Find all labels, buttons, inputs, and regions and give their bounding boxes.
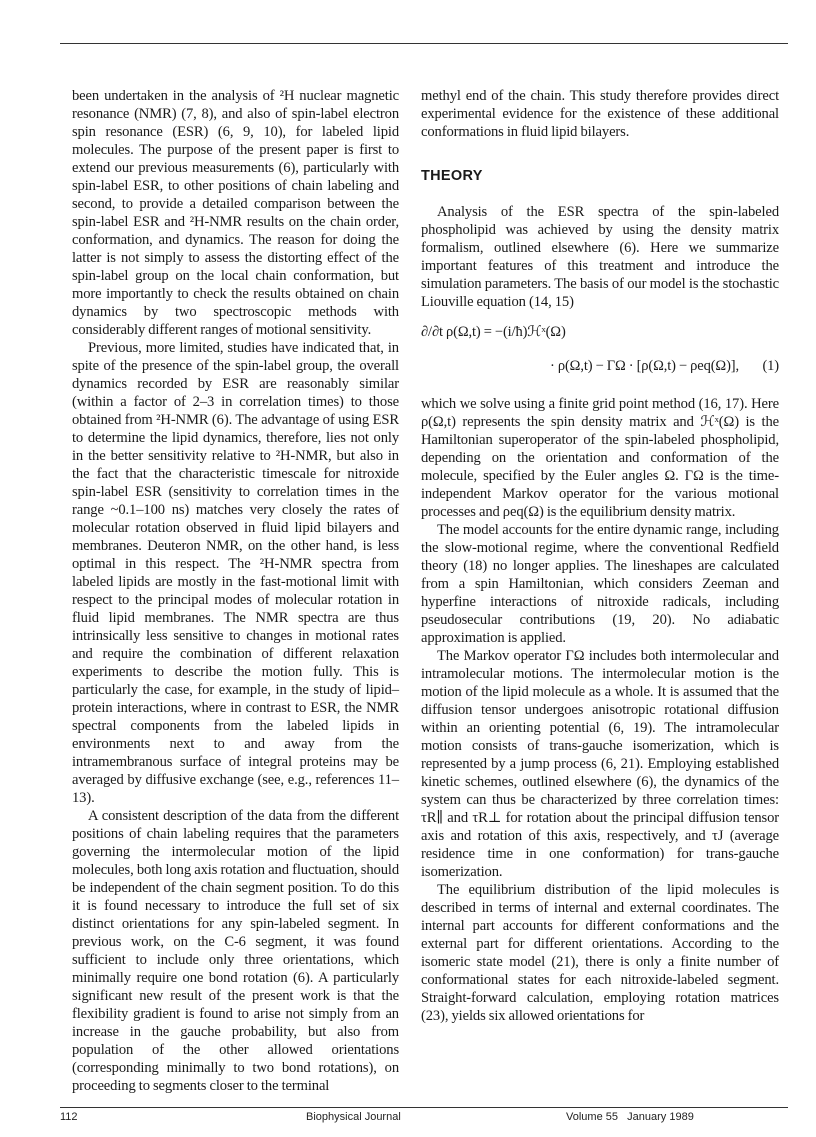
paragraph: Analysis of the ESR spectra of the spin-labeled phospholipid was achieved by using the density matrix formalism, outlined elsewhere (6). Here we summarize important features of this treatment and introduce the simulation parameters. The basis of our model is the stochastic Liouville equation (14, 15) <box>421 204 779 310</box>
paragraph: been undertaken in the analysis of ²H nuclear magnetic resonance (NMR) (7, 8), and also of spin-label electron spin resonance (ESR) (6, 9, 10), for labeled lipid molecules. The purpose of the present paper is first to extend our previous measurements (6), particularly with spin-label ESR, to other positions of chain labeling and second, to provide a detailed comparison between the spin-label ESR and ²H-NMR results on the chain order, conformation, and dynamics. The reason for doing the latter is not simply to assess the distorting effect of the spin-label group on the local chain conformation, but more importantly to check the results obtained on chain dynamics by two spectroscopic methods with considerably different ranges of motional sensitivity. <box>72 88 399 338</box>
equation-1 <box>421 319 779 385</box>
paragraph: Previous, more limited, studies have indicated that, in spite of the presence of the spin-label group, the overall dynamics recorded by ESR are reasonably similar (within a factor of 2–3 in correlation times) to those obtained from ²H-NMR (6). The advantage of using ESR to determine the lipid dynamics, therefore, lies not only in the better sensitivity relative to ²H-NMR, but also in the fact that the characteristic timescale for nitroxide spin-label ESR (sensitivity to correlation times in the range ~0.1–100 ns) matches very closely the rates of molecular rotation observed in fluid lipid bilayers and membranes. Deuteron NMR, on the other hand, is less optimal in this respect. The ²H-NMR spectra from labeled lipids are mostly in the fast-motional limit with respect to the principal modes of molecular rotation in fluid lipid membranes. The NMR spectra are thus intrinsically less sensitive to changes in motional rates and require the combination of different relaxation experiments to describe the motion fully. This is particularly the case, for example, in the study of lipid–protein interactions, where in contrast to ESR, the NMR spectral components from the labeled lipids in environments next to and away from the intramembranous surface of integral proteins may be averaged by diffusive exchange (see, e.g., references 11–13). <box>72 340 399 806</box>
paragraph: The equilibrium distribution of the lipid molecules is described in terms of internal and external coordinates. The internal part accounts for different conformations and the external part for different orientations. According to the isomeric state model (21), there is only a finite number of conformational states for each nitroxide-labeled segment. Straight-forward calculation, employing rotation matrices (23), yields six allowed orientations for <box>421 882 779 1024</box>
left-column <box>72 87 399 1095</box>
header-rule <box>60 43 788 44</box>
paragraph: The model accounts for the entire dynamic range, including the slow-motional regime, where the conventional Redfield theory (18) no longer applies. The lineshapes are calculated from a spin Hamiltonian, which considers Zeeman and hyperfine interactions of nitroxide radicals, including pseudosecular contributions (19, 20). No adiabatic approximation is applied. <box>421 522 779 646</box>
equation-line-1: ∂/∂t ρ(Ω,t) = −(i/ħ)ℋˣ(Ω) <box>421 324 566 340</box>
equation-number: (1) <box>762 358 779 374</box>
equation-line-2: · ρ(Ω,t) − ΓΩ · [ρ(Ω,t) − ρeq(Ω)], <box>550 358 739 374</box>
footer-rule <box>60 1107 788 1108</box>
paragraph: A consistent description of the data from the different positions of chain labeling requires that the parameters governing the intermolecular motion of the lipid molecules, both long axis rotation and fluctuation, should be independent of the chain segment position. To do this it is found necessary to introduce the full set of six distinct orientations for any spin-labeled segment. In previous work, on the C-6 segment, it was found sufficient to include only three orientations, which minimally require one bond rotation (6). A particularly significant new result of the present work is that the flexibility gradient is found to arise not simply from an increase in the gauche probability, but also from population of the other allowed orientations (corresponding minimally to two bond rotations), on proceeding to segments closer to the terminal <box>72 808 399 1094</box>
right-column <box>421 87 779 1025</box>
journal-name: Biophysical Journal <box>306 1111 401 1123</box>
page-number: 112 <box>60 1111 78 1123</box>
paragraph: The Markov operator ΓΩ includes both intermolecular and intramolecular motions. The intermolecular motion is the motion of the lipid molecule as a whole. It is assumed that the diffusion tensor undergoes anisotropic rotational diffusion within an orienting potential (6, 19). The intramolecular motion consists of trans-gauche isomerization, which is represented by a jump process (6, 21). Employing established kinetic schemes, outlined elsewhere (6), the dynamics of the system can thus be characterized by three correlation times: τR∥ and τR⊥ for rotation about the principal diffusion tensor axis and rotation of this axis, respectively, and τJ (average residence time in one conformation) for trans-gauche isomerization. <box>421 648 779 880</box>
issue-info: Volume 55 January 1989 <box>566 1111 694 1123</box>
section-heading: THEORY <box>421 168 483 184</box>
paragraph: which we solve using a finite grid point method (16, 17). Here ρ(Ω,t) represents the spin density matrix and ℋˣ(Ω) is the Hamiltonian superoperator of the spin-labeled phospholipid, depending on the orientation and conformation of the molecule, specified by the Euler angles Ω. ΓΩ is the time-independent Markov operator for the various motional processes and ρeq(Ω) is the equilibrium density matrix. <box>421 396 779 520</box>
paragraph: methyl end of the chain. This study therefore provides direct experimental evidence for the existence of these additional conformations in fluid lipid bilayers. <box>421 88 779 140</box>
